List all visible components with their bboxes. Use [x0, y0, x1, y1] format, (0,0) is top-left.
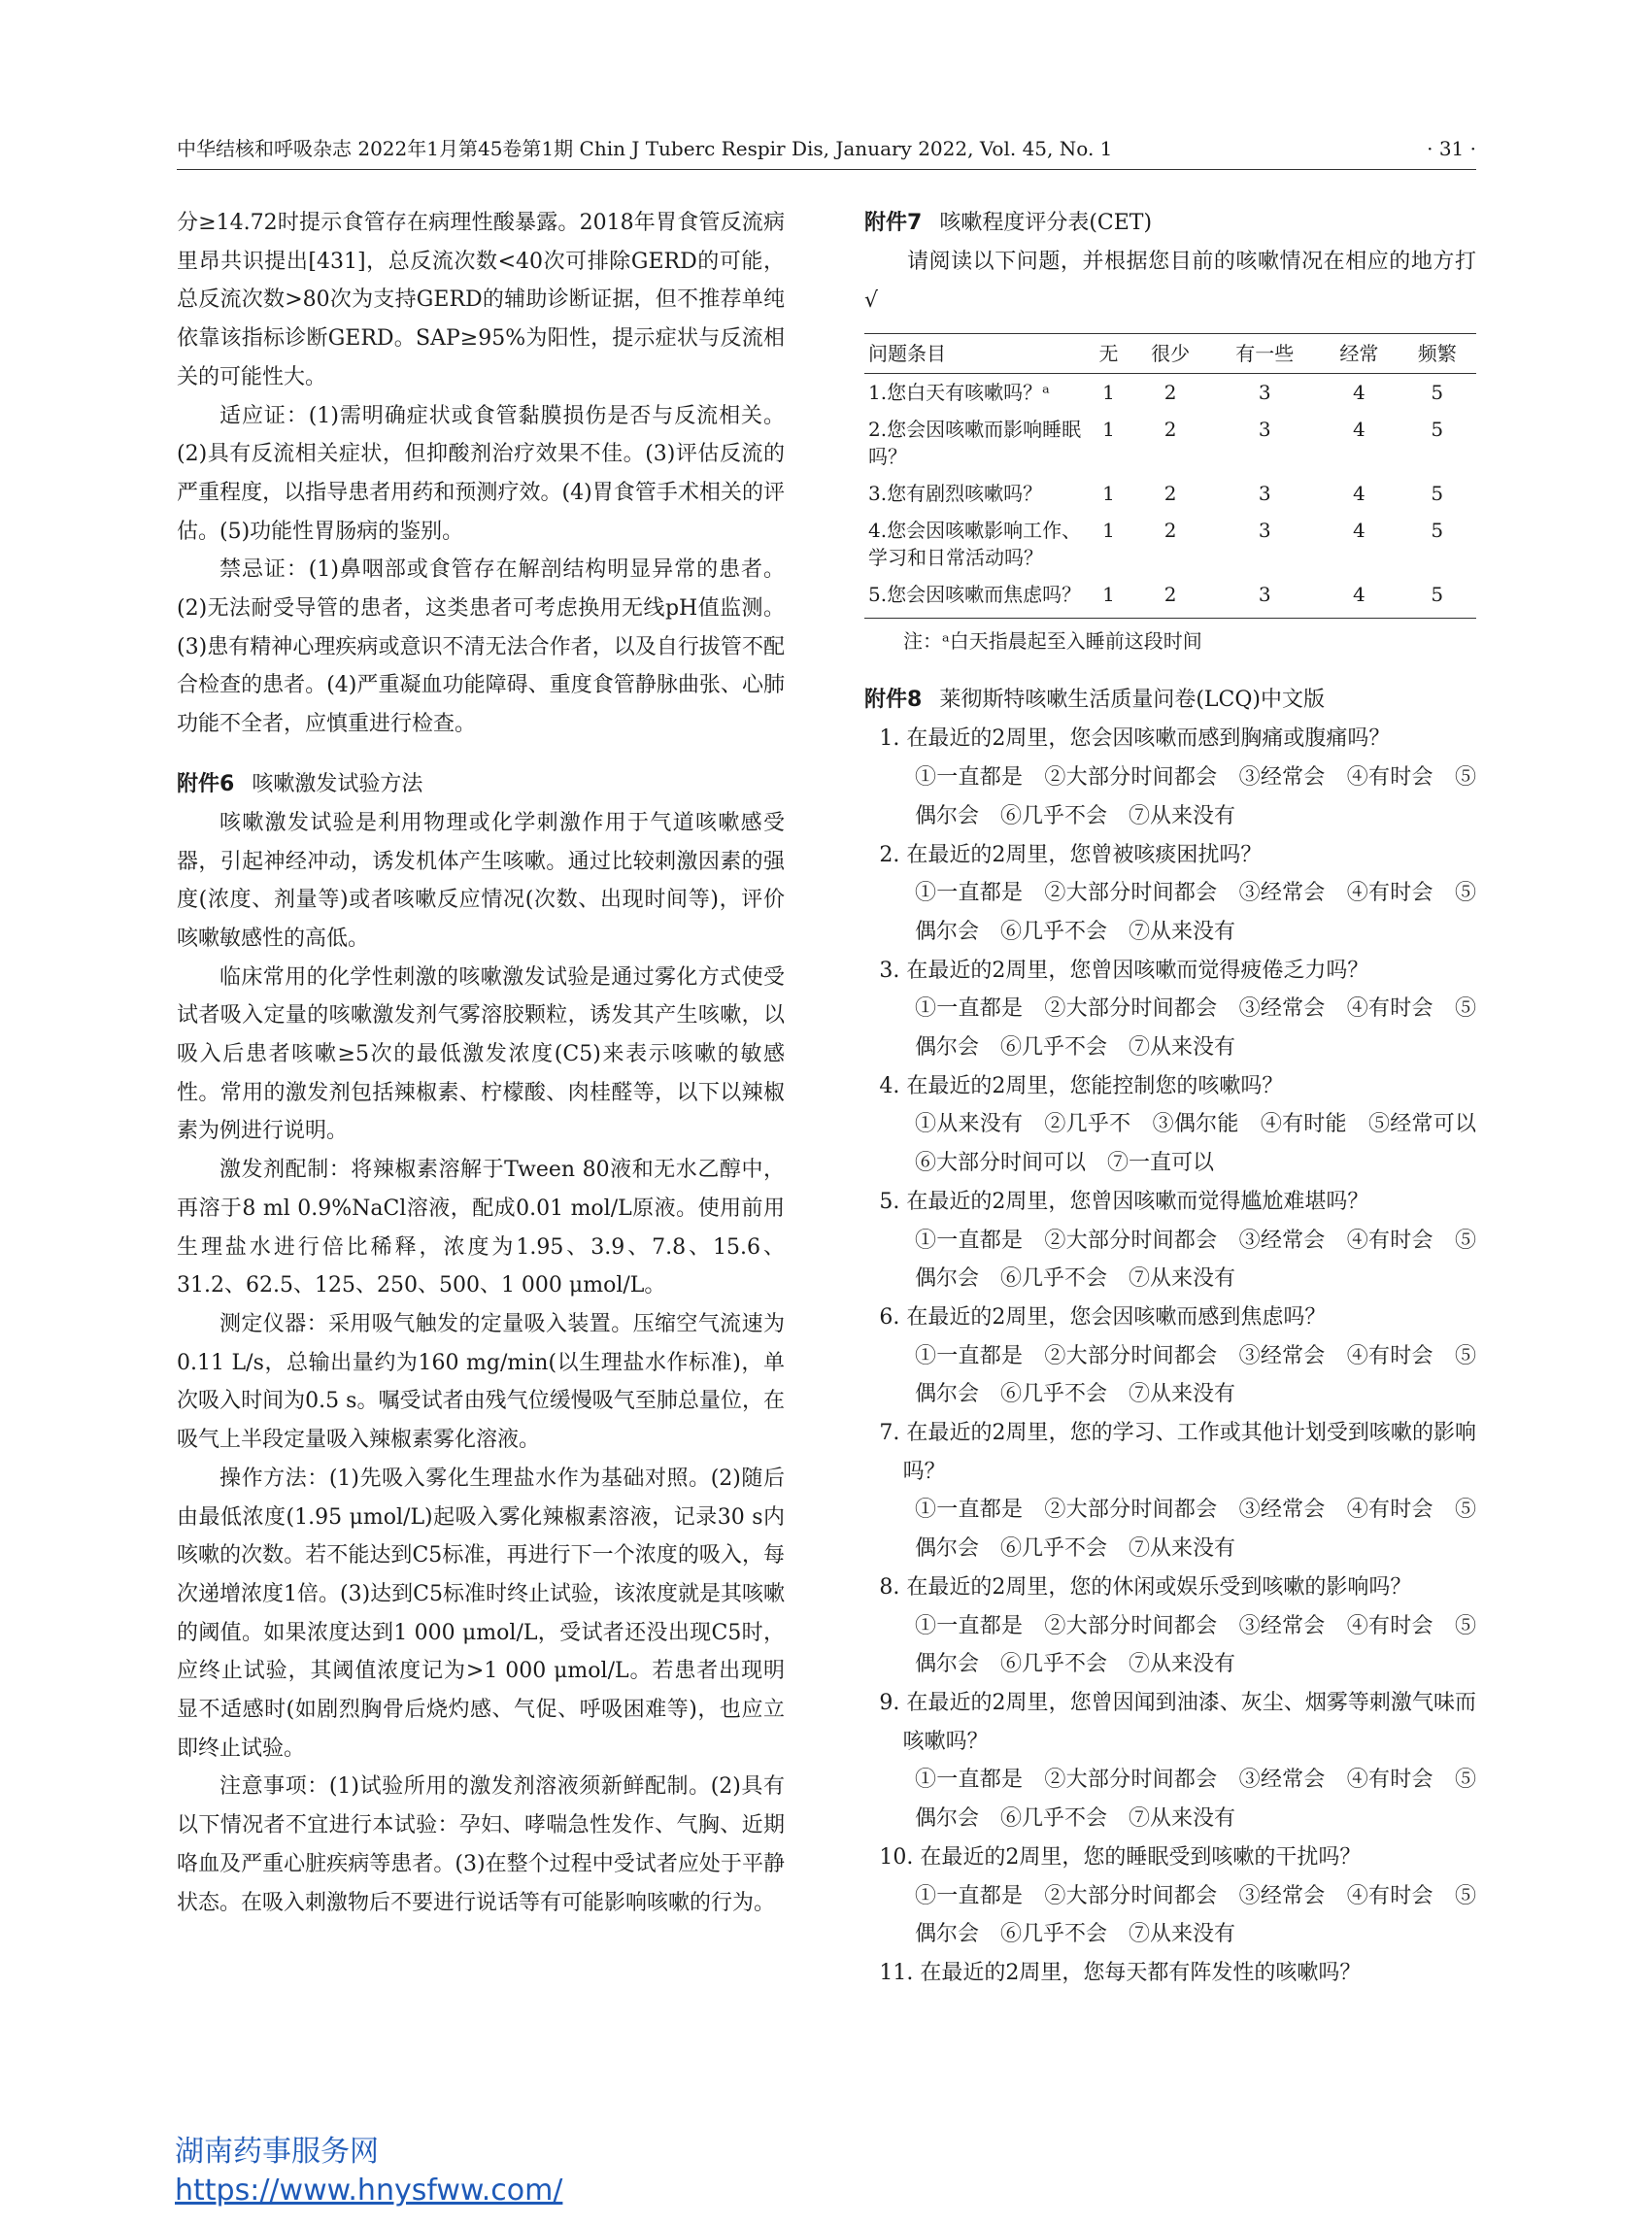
column-header: 无: [1086, 334, 1131, 374]
question-text: 5. 在最近的2周里，您曾因咳嗽而觉得尴尬难堪吗？: [879, 1189, 1369, 1214]
question-text: 3. 在最近的2周里，您曾因咳嗽而觉得疲倦乏力吗？: [879, 958, 1369, 983]
paragraph: 操作方法：(1)先吸入雾化生理盐水作为基础对照。(2)随后由最低浓度(1.95 μmol/L)起吸入雾化辣椒素溶液，记录30 s内咳嗽的次数。若不能达到C5标准，再进行下一个浓度的吸入，每次递增浓度1倍。(3)达到C5标准时终止试验，该浓度就是其咳嗽的阈值。如果浓度达到1 000 μmol/L，受试者还没出现C5时，应终止试验，其阈值浓度记为>1 000 μmol/L。若患者出现明显不适感时(如剧烈胸骨后烧灼感、气促、呼吸困难等)，也应立即终止试验。: [177, 1466, 785, 1761]
section-heading: [864, 204, 1476, 243]
answer-options: ①一直都是 ②大部分时间都会 ③经常会 ④有时会 ⑤偶尔会 ⑥几乎不会 ⑦从来没有: [915, 765, 1476, 828]
score-cell: 5: [1431, 519, 1444, 543]
table-row: [864, 374, 1476, 412]
score-cell: 3: [1258, 418, 1271, 442]
item-cell: 5.您会因咳嗽而焦虑吗？: [864, 576, 1086, 619]
score-cell: 3: [1258, 519, 1271, 543]
question-text: 1. 在最近的2周里，您会因咳嗽而感到胸痛或腹痛吗？: [879, 726, 1391, 752]
answer-options: ①一直都是 ②大部分时间都会 ③经常会 ④有时会 ⑤偶尔会 ⑥几乎不会 ⑦从来没有: [915, 1498, 1476, 1562]
score-cell: 4: [1353, 519, 1365, 543]
table-note: 注：ᵃ白天指晨起至入睡前这段时间: [903, 629, 1202, 654]
score-cell: 2: [1131, 576, 1209, 619]
annex-title: 咳嗽激发试验方法: [252, 771, 423, 796]
score-cell: 5: [1399, 576, 1476, 619]
watermark-url-link[interactable]: https://www.hnysfww.com/: [175, 2174, 563, 2208]
score-cell: 5: [1431, 418, 1444, 442]
score-cell: 2: [1163, 519, 1177, 543]
question-text: 8. 在最近的2周里，您的休闲或娱乐受到咳嗽的影响吗？: [879, 1574, 1412, 1600]
question-text: 2. 在最近的2周里，您曾被咳痰困扰吗？: [879, 842, 1263, 867]
annex-title: 莱彻斯特咳嗽生活质量问卷(LCQ)中文版: [939, 688, 1325, 713]
table-row: [864, 475, 1476, 512]
left-column: [177, 204, 785, 1922]
score-cell: 2: [1163, 482, 1177, 506]
column-header: 很少: [1131, 334, 1209, 374]
table-header-row: [864, 334, 1476, 374]
paragraph: 临床常用的化学性刺激的咳嗽激发试验是通过雾化方式使受试者吸入定量的咳嗽激发剂气雾溶胶颗粒，诱发其产生咳嗽，以吸入后患者咳嗽≥5次的最低激发浓度(C5)来表示咳嗽的敏感性。常用的激发剂包括辣椒素、柠檬酸、肉桂醛等，以下以辣椒素为例进行说明。: [177, 964, 785, 1144]
question-text: 6. 在最近的2周里，您会因咳嗽而感到焦虑吗？: [879, 1304, 1327, 1330]
paragraph: 测定仪器：采用吸气触发的定量吸入装置。压缩空气流速为0.11 L/s，总输出量约为160 mg/min(以生理盐水作标准)，单次吸入时间为0.5 s。嘱受试者由残气位缓慢吸气至肺总量位，在吸气上半段定量吸入辣椒素雾化溶液。: [177, 1311, 785, 1453]
cet-table: [864, 333, 1476, 619]
paragraph: 分≥14.72时提示食管存在病理性酸暴露。2018年胃食管反流病里昂共识提出[431]，总反流次数<40次可排除GERD的可能，总反流次数>80次为支持GERD的辅助诊断证据，但不推荐单纯依靠该指标诊断GERD。SAP≥95%为阳性，提示症状与反流相关的可能性大。: [177, 211, 785, 389]
score-cell: 1: [1102, 418, 1115, 442]
annex-label: 附件7: [864, 211, 923, 235]
journal-citation: 中华结核和呼吸杂志 2022年1月第45卷第1期 Chin J Tuberc Respir Dis, January 2022, Vol. 45, No. 1: [177, 137, 1113, 160]
score-cell: 5: [1431, 482, 1444, 506]
paragraph: 咳嗽激发试验是利用物理或化学刺激作用于气道咳嗽感受器，引起神经冲动，诱发机体产生咳嗽。通过比较刺激因素的强度(浓度、剂量等)或者咳嗽反应情况(次数、出现时间等)，评价咳嗽敏感性的高低。: [177, 810, 785, 951]
score-cell: 2: [1163, 418, 1177, 442]
column-header: 经常: [1320, 334, 1398, 374]
score-cell: 1: [1102, 519, 1115, 543]
item-cell: 3.您有剧烈咳嗽吗？: [868, 482, 1043, 506]
paragraph: 禁忌证：(1)鼻咽部或食管存在解剖结构明显异常的患者。(2)无法耐受导管的患者，这类患者可考虑换用无线pH值监测。(3)患有精神心理疾病或意识不清无法合作者，以及自行拔管不配合检查的患者。(4)严重凝血功能障碍、重度食管静脉曲张、心肺功能不全者，应慎重进行检查。: [177, 557, 785, 737]
column-header: 频繁: [1399, 334, 1476, 374]
question-text: 10. 在最近的2周里，您的睡眠受到咳嗽的干扰吗？: [879, 1844, 1362, 1870]
annex-label: 附件6: [177, 771, 235, 796]
question-text: 9. 在最近的2周里，您曾因闻到油漆、灰尘、烟雾等刺激气味而咳嗽吗？: [879, 1690, 1476, 1754]
answer-options: ①一直都是 ②大部分时间都会 ③经常会 ④有时会 ⑤偶尔会 ⑥几乎不会 ⑦从来没有: [915, 996, 1476, 1061]
item-cell: 2.您会因咳嗽而影响睡眠吗？: [868, 418, 1082, 469]
paragraph: 适应证：(1)需明确症状或食管黏膜损伤是否与反流相关。(2)具有反流相关症状，但抑酸剂治疗效果不佳。(3)评估反流的严重程度，以指导患者用药和预测疗效。(4)胃食管手术相关的评估。(5)功能性胃肠病的鉴别。: [177, 403, 785, 544]
annex-title: 咳嗽程度评分表(CET): [939, 211, 1153, 235]
answer-options: ①一直都是 ②大部分时间都会 ③经常会 ④有时会 ⑤偶尔会 ⑥几乎不会 ⑦从来没有: [915, 881, 1476, 944]
annex-intro: 请阅读以下问题，并根据您目前的咳嗽情况在相应的地方打√: [864, 250, 1476, 313]
right-column: [864, 204, 1499, 1993]
score-cell: 3: [1258, 482, 1271, 506]
column-header: 问题条目: [864, 334, 1086, 374]
score-cell: 3: [1209, 576, 1320, 619]
answer-options: ①一直都是 ②大部分时间都会 ③经常会 ④有时会 ⑤偶尔会 ⑥几乎不会 ⑦从来没有: [915, 1883, 1476, 1947]
table-row: [864, 512, 1476, 576]
table-row: [864, 411, 1476, 475]
watermark-site-name[interactable]: 湖南药事服务网: [175, 2135, 379, 2169]
answer-options: ①一直都是 ②大部分时间都会 ③经常会 ④有时会 ⑤偶尔会 ⑥几乎不会 ⑦从来没有: [915, 1768, 1476, 1832]
score-cell: 5: [1431, 381, 1444, 405]
table-row: [864, 576, 1476, 619]
score-cell: 1: [1086, 576, 1131, 619]
lcq-question-list: [864, 720, 1499, 1992]
annex-label: 附件8: [864, 688, 923, 713]
running-header: [177, 134, 1476, 170]
score-cell: 4: [1320, 576, 1398, 619]
section-heading: [864, 681, 1476, 720]
paragraph: 激发剂配制：将辣椒素溶解于Tween 80液和无水乙醇中，再溶于8 ml 0.9%NaCl溶液，配成0.01 mol/L原液。使用前用生理盐水进行倍比稀释，浓度为1.95、3.9、7.8、15.6、31.2、62.5、125、250、500、1 000 μmol/L。: [177, 1158, 785, 1298]
question-text: 4. 在最近的2周里，您能控制您的咳嗽吗？: [879, 1073, 1284, 1098]
question-text: 11. 在最近的2周里，您每天都有阵发性的咳嗽吗？: [879, 1960, 1362, 1985]
answer-options: ①一直都是 ②大部分时间都会 ③经常会 ④有时会 ⑤偶尔会 ⑥几乎不会 ⑦从来没有: [915, 1228, 1476, 1292]
answer-options: ①一直都是 ②大部分时间都会 ③经常会 ④有时会 ⑤偶尔会 ⑥几乎不会 ⑦从来没有: [915, 1343, 1476, 1407]
question-text: 7. 在最近的2周里，您的学习、工作或其他计划受到咳嗽的影响吗？: [879, 1421, 1476, 1484]
score-cell: 2: [1163, 381, 1177, 405]
item-cell: 4.您会因咳嗽影响工作、学习和日常活动吗？: [868, 519, 1082, 570]
score-cell: 1: [1102, 381, 1115, 405]
score-cell: 1: [1102, 482, 1115, 506]
section-heading: [177, 765, 785, 804]
answer-options: ①一直都是 ②大部分时间都会 ③经常会 ④有时会 ⑤偶尔会 ⑥几乎不会 ⑦从来没有: [915, 1613, 1476, 1677]
score-cell: 4: [1353, 381, 1365, 405]
page-number: · 31 ·: [1427, 137, 1476, 160]
score-cell: 3: [1258, 381, 1271, 405]
paragraph: 注意事项：(1)试验所用的激发剂溶液须新鲜配制。(2)具有以下情况者不宜进行本试验：孕妇、哮喘急性发作、气胸、近期咯血及严重心脏疾病等患者。(3)在整个过程中受试者应处于平静状态。在吸入刺激物后不要进行说话等有可能影响咳嗽的行为。: [177, 1774, 785, 1915]
column-header: 有一些: [1209, 334, 1320, 374]
item-cell: 1.您白天有咳嗽吗？ᵃ: [868, 381, 1050, 405]
score-cell: 4: [1353, 482, 1365, 506]
answer-options: ①从来没有 ②几乎不 ③偶尔能 ④有时能 ⑤经常可以 ⑥大部分时间可以 ⑦一直可以: [915, 1112, 1499, 1176]
score-cell: 4: [1353, 418, 1365, 442]
